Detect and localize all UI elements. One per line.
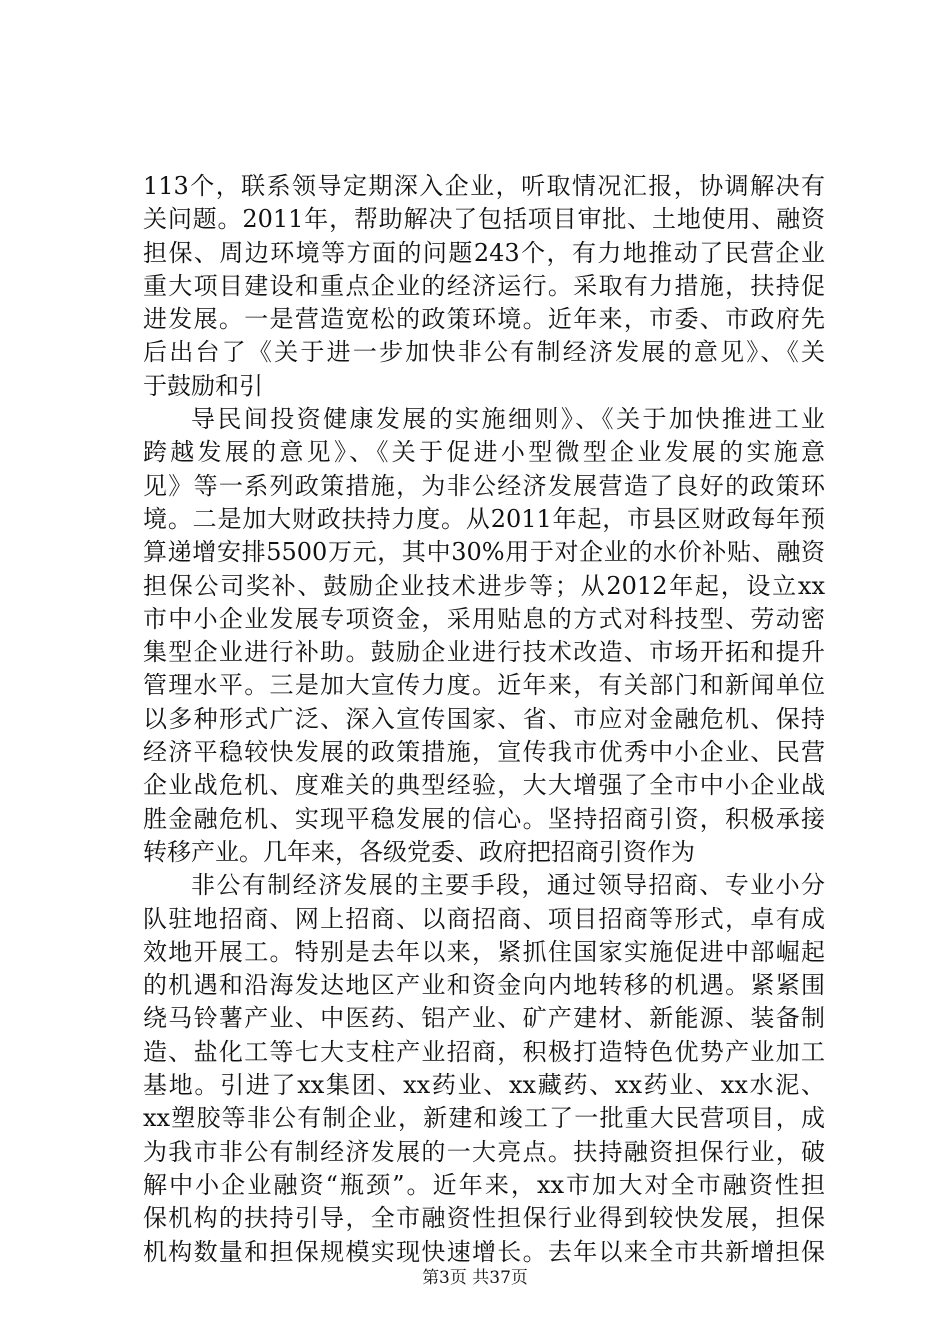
text-line: 队驻地招商、网上招商、以商招商、项目招商等形式，卓有成 (143, 904, 825, 933)
text-line: 导民间投资健康发展的实施细则》、《关于加快推进工业 (191, 405, 825, 434)
text-line: 担保、周边环境等方面的问题243个，有力地推动了民营企业 (143, 238, 825, 267)
text-line: 胜金融危机、实现平稳发展的信心。坚持招商引资，积极承接 (143, 804, 825, 833)
text-line: 跨越发展的意见》、《关于促进小型微型企业发展的实施意 (143, 438, 825, 467)
page-footer: 第3页 共37页 (422, 1268, 528, 1288)
text-line: 转移产业。几年来，各级党委、政府把招商引资作为 (143, 837, 695, 866)
text-line: 效地开展工。特别是去年以来，紧抓住国家实施促进中部崛起 (143, 937, 825, 966)
text-line: 经济平稳较快发展的政策措施，宣传我市优秀中小企业、民营 (143, 738, 825, 767)
text-line: 境。二是加大财政扶持力度。从2011年起，市县区财政每年预 (143, 504, 825, 533)
text-line: 造、盐化工等七大支柱产业招商，积极打造特色优势产业加工 (143, 1037, 825, 1066)
text-line: 的机遇和沿海发达地区产业和资金向内地转移的机遇。紧紧围 (143, 971, 825, 1000)
body-text (143, 170, 825, 1269)
text-line: 为我市非公有制经济发展的一大亮点。扶持融资担保行业，破 (143, 1137, 825, 1166)
text-line: 以多种形式广泛、深入宣传国家、省、市应对金融危机、保持 (143, 704, 825, 733)
text-line: 担保公司奖补、鼓励企业技术进步等；从2012年起，设立xx (143, 571, 825, 600)
text-line: 机构数量和担保规模实现快速增长。去年以来全市共新增担保 (143, 1237, 825, 1266)
text-line: 基地。引进了xx集团、xx药业、xx藏药、xx药业、xx水泥、 (143, 1071, 825, 1100)
text-line: 见》等一系列政策措施，为非公经济发展营造了良好的政策环 (143, 471, 825, 500)
text-line: 113个，联系领导定期深入企业，听取情况汇报，协调解决有 (143, 172, 825, 200)
text-line: 解中小企业融资“瓶颈”。近年来，xx市加大对全市融资性担 (143, 1170, 825, 1199)
text-line: 绕马铃薯产业、中医药、铝产业、矿产建材、新能源、装备制 (143, 1004, 825, 1033)
text-line: 管理水平。三是加大宣传力度。近年来，有关部门和新闻单位 (143, 671, 825, 700)
text-line: 后出台了《关于进一步加快非公有制经济发展的意见》、《关 (143, 338, 825, 367)
text-line: 集型企业进行补助。鼓励企业进行技术改造、市场开拓和提升 (143, 638, 825, 667)
text-line: xx塑胶等非公有制企业，新建和竣工了一批重大民营项目，成 (143, 1104, 825, 1133)
text-line: 关问题。2011年，帮助解决了包括项目审批、土地使用、融资 (143, 205, 825, 234)
text-line: 算递增安排5500万元，其中30%用于对企业的水价补贴、融资 (143, 538, 825, 567)
text-line: 于鼓励和引 (143, 371, 263, 400)
text-line: 市中小企业发展专项资金，采用贴息的方式对科技型、劳动密 (143, 604, 825, 633)
text-line: 非公有制经济发展的主要手段，通过领导招商、专业小分 (191, 871, 825, 900)
text-line: 重大项目建设和重点企业的经济运行。采取有力措施，扶持促 (143, 271, 825, 300)
text-line: 企业战危机、度难关的典型经验，大大增强了全市中小企业战 (143, 771, 825, 800)
text-line: 进发展。一是营造宽松的政策环境。近年来，市委、市政府先 (143, 305, 825, 334)
text-line: 保机构的扶持引导，全市融资性担保行业得到较快发展，担保 (143, 1204, 825, 1233)
